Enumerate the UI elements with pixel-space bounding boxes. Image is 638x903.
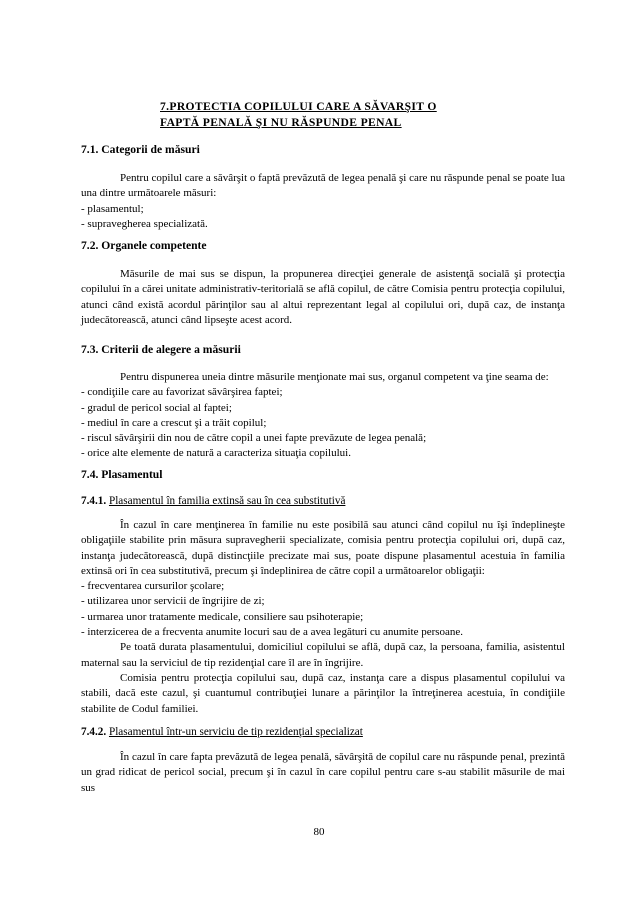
section-7-2-paragraph: Măsurile de mai sus se dispun, la propunerea direcţiei generale de asistenţă socială şi protecţia copilului în a cărei unitate administrativ-teritorială se află copilul, de către Comisia pentru protecţia copilului, atunci când există acordul părinţilor sau al altui reprezentant legal al copilului ori, după caz, de instanţa judecătorească, atunci când lipseşte acest acord.: [81, 268, 565, 326]
heading-7-4-2: [81, 726, 363, 738]
section-7-3-body: [81, 370, 565, 462]
heading-7-4-2-number: 7.4.2.: [81, 726, 107, 738]
section-7-4-2-paragraph-1: În cazul în care fapta prevăzută de legea penală, săvârşită de copilul care nu răspunde penal, prezintă un grad ridicat de pericol social, precum şi în cazul în care copilul pentru care s-au stabilit măsurile de mai sus: [81, 751, 565, 794]
section-7-4-1-body: [81, 518, 565, 717]
section-7-4-2-body: [81, 750, 565, 796]
list-item: - utilizarea unor servicii de îngrijire de zi;: [81, 595, 265, 608]
list-item: - condiţiile care au favorizat săvârşirea faptei;: [81, 386, 283, 399]
list-item: - plasamentul;: [81, 202, 144, 215]
heading-7-4-1-number: 7.4.1.: [81, 495, 107, 507]
list-item: - mediul în care a crescut şi a trăit copilul;: [81, 416, 267, 429]
section-7-3-paragraph: Pentru dispunerea uneia dintre măsurile menţionate mai sus, organul competent va ţine seama de:: [120, 371, 549, 383]
heading-7-4-1: [81, 495, 345, 507]
section-7-4-1-paragraph-2: Pe toată durata plasamentului, domiciliul copilului se află, după caz, la persoana, familia, asistentul maternal sau la serviciul de tip rezidenţial care îl are în îngrijire.: [81, 641, 565, 669]
list-item: - riscul săvârşirii din nou de către copil a unei fapte prevăzute de legea penală;: [81, 432, 427, 445]
heading-7-4-2-title: Plasamentul într-un serviciu de tip rezidenţial specializat: [108, 726, 363, 738]
heading-7-3: 7.3. Criterii de alegere a măsurii: [81, 343, 241, 356]
section-7-1-body: [81, 171, 565, 232]
chapter-title-line-2: FAPTĂ PENALĂ ŞI NU RĂSPUNDE PENAL: [160, 116, 402, 129]
section-7-4-1-paragraph-3: Comisia pentru protecţia copilului sau, după caz, instanţa care a dispus plasamentul copilului va stabili, dacă este cazul, şi cuantumul contribuţiei lunare a părinţilor la întreţinerea acestuia, în condiţiile stabilite de Codul familiei.: [81, 671, 565, 715]
heading-7-4: 7.4. Plasamentul: [81, 468, 163, 481]
heading-7-1: 7.1. Categorii de măsuri: [81, 143, 200, 156]
heading-7-2: 7.2. Organele competente: [81, 239, 207, 252]
list-item: - supravegherea specializată.: [81, 217, 208, 230]
section-7-2-body: [81, 267, 565, 328]
heading-7-4-1-title: Plasamentul în familia extinsă sau în cea substitutivă: [108, 495, 346, 507]
section-7-1-paragraph: Pentru copilul care a săvârşit o faptă prevăzută de legea penală şi care nu răspunde penal se poate lua una dintre următoarele măsuri:: [81, 172, 565, 200]
list-item: - orice alte elemente de natură a caracteriza situaţia copilului.: [81, 447, 351, 460]
list-item: - interzicerea de a frecventa anumite locuri sau de a avea legături cu anumite persoane.: [81, 626, 464, 639]
section-7-4-1-paragraph-1: În cazul în care menţinerea în familie nu este posibilă sau atunci când copilul nu îşi îndeplineşte obligaţiile stabilite prin măsura supravegherii specializate, comisia pentru protecţia copilului ori, după caz, instanţa judecătorească, după distincţiile precizate mai sus, poate dispune plasamentul acestuia în familia extinsă ori în cea substitutivă, precum şi îndeplinirea de către copil a următoarelor obligaţii:: [81, 519, 565, 577]
chapter-title-line-1: 7.PROTECTIA COPILULUI CARE A SĂVARŞIT O: [160, 100, 437, 113]
list-item: - gradul de pericol social al faptei;: [81, 401, 232, 414]
list-item: - urmarea unor tratamente medicale, consiliere sau psihoterapie;: [81, 610, 364, 623]
page-number: 80: [313, 826, 325, 838]
list-item: - frecventarea cursurilor şcolare;: [81, 580, 225, 593]
